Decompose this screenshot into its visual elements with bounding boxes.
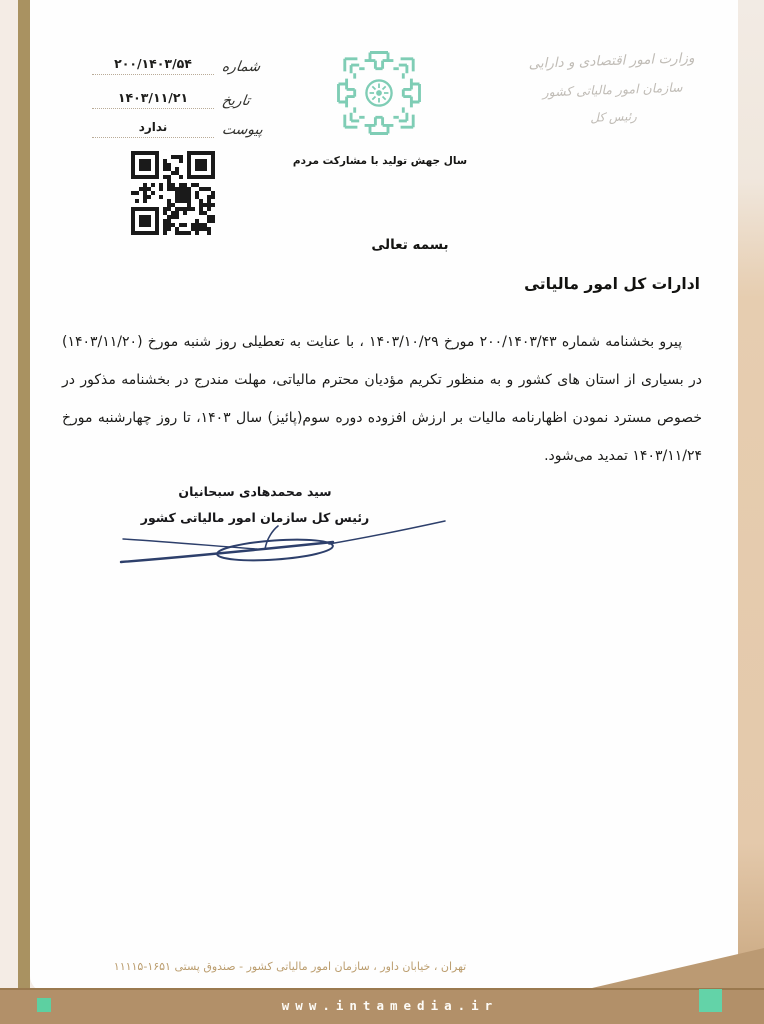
left-edge-stripe: [18, 0, 30, 992]
number-label: شماره: [220, 59, 262, 75]
date-value: ۱۴۰۳/۱۱/۲۱: [92, 90, 214, 109]
qr-code-icon: [127, 151, 219, 235]
field-attachment: [92, 120, 263, 138]
letter-body: [62, 323, 702, 475]
field-number: [92, 56, 260, 75]
field-date: [92, 90, 250, 109]
number-value: ۲۰۰/۱۴۰۳/۵۴: [92, 56, 214, 75]
body-line: پیرو بخشنامه شماره ۲۰۰/۱۴۰۳/۴۳ مورخ ۱۴۰۳/۱۰/۲۹ ، با عنایت به تعطیلی روز شنبه مورخ (۱۴۰۳/۱۱/۲۰): [62, 334, 682, 350]
letterhead-calligraphy: [504, 42, 722, 133]
recipient-heading: ادارات کل امور مالیاتی: [524, 275, 700, 293]
letterhead-organization: سازمان امور مالیاتی کشور: [542, 79, 683, 100]
year-slogan: سال جهش تولید با مشارکت مردم: [292, 155, 468, 167]
intamedia-logo-icon: [334, 48, 424, 138]
signatory-title: رئیس کل سازمان امور مالیاتی کشور: [140, 510, 370, 525]
basmala-text: بسمه تعالی: [371, 237, 449, 253]
letterhead-ministry: وزارت امور اقتصادی و دارایی: [528, 50, 695, 72]
body-line: خصوص مسترد نمودن اظهارنامه مالیات بر ارزش افزوده دوره سوم(پائیز) سال ۱۴۰۳، تا روز چهارشنبه مورخ: [62, 410, 702, 426]
signatory-name: سید محمدهادی سبحانیان: [178, 484, 332, 499]
attachment-label: پیوست: [220, 122, 264, 138]
letterhead-office: رئیس کل: [589, 109, 638, 125]
handwritten-signature: [115, 512, 450, 574]
attachment-value: ندارد: [92, 120, 214, 138]
body-line: در بسیاری از استان های کشور و به منظور تکریم مؤدیان محترم مالیاتی، مهلت مندرج در بخشنامه مذکور در: [62, 372, 702, 388]
letter-page: [30, 0, 738, 992]
footer-website: www.intamedia.ir: [281, 998, 499, 1013]
teal-square-bottom-left: [37, 998, 51, 1012]
teal-square-bottom-right: [699, 989, 722, 1012]
date-label: تاریخ: [220, 93, 251, 109]
body-line: ۱۴۰۳/۱۱/۲۴ تمدید می‌شود.: [544, 448, 702, 464]
footer-address: تهران ، خیابان داور ، سازمان امور مالیاتی کشور - صندوق پستی ۱۶۵۱-۱۱۱۱۵: [113, 960, 467, 973]
right-edge-stripe: [738, 0, 764, 992]
